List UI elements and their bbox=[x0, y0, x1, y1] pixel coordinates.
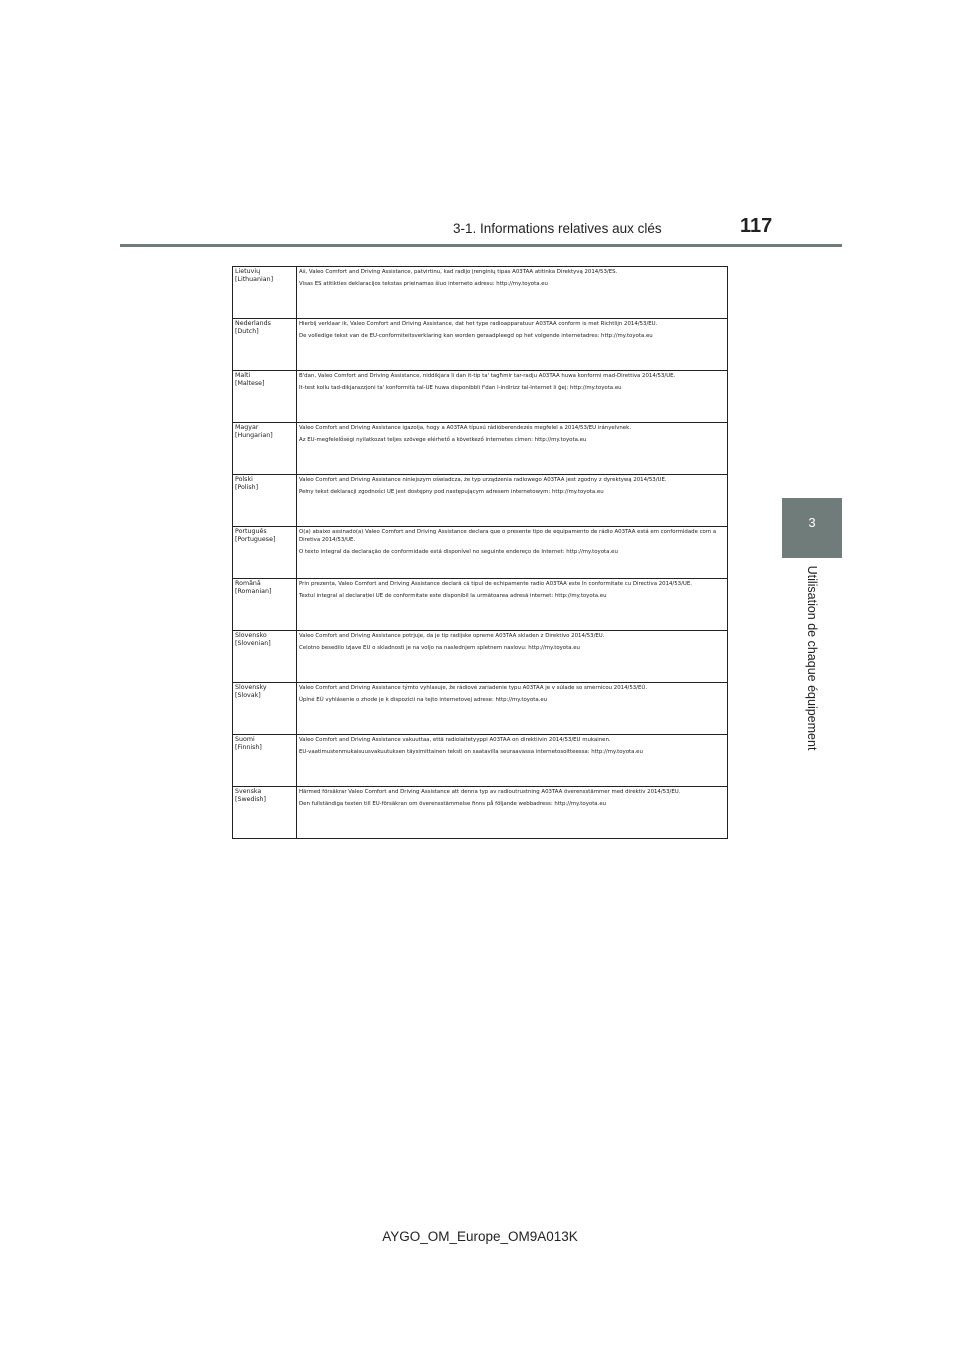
language-name: Svenska bbox=[235, 788, 262, 795]
language-cell bbox=[233, 735, 297, 787]
declaration-statement: O(a) abaixo assinado(a) Valeo Comfort and Driving Assistance declara que o presente tipo de equipamento de rádio A03TAA está em conformidade com a Diretiva 2014/53/UE. bbox=[299, 529, 717, 543]
language-english-name: [Hungarian] bbox=[235, 432, 273, 439]
declaration-url-text: De volledige tekst van de EU-conformiteitsverklaring kan worden geraadpleegd op het volgende internetadres: http://my.toyota.eu bbox=[299, 333, 653, 339]
language-name: Slovensko bbox=[235, 632, 267, 639]
language-name: Lietuvių bbox=[235, 268, 261, 275]
chapter-title: Utilisation de chaque équipement bbox=[805, 565, 819, 751]
declaration-row bbox=[233, 735, 728, 787]
declaration-url-text: Visas ES atitikties deklaracijos tekstas prieinamas šiuo interneto adresu: http://my.toyota.eu bbox=[299, 281, 548, 287]
declaration-cell bbox=[297, 527, 728, 579]
declaration-cell bbox=[297, 631, 728, 683]
declaration-statement: Valeo Comfort and Driving Assistance potrjuje, da je tip radijske opreme A03TAA skladen z Direktivo 2014/53/EU. bbox=[299, 633, 605, 639]
declaration-cell bbox=[297, 787, 728, 839]
language-cell bbox=[233, 787, 297, 839]
declaration-url-text: Celotno besedilo izjave EU o skladnosti je na voljo na naslednjem spletnem naslovu: http://my.toyota.eu bbox=[299, 645, 580, 651]
language-cell bbox=[233, 423, 297, 475]
declaration-url-text: Pełny tekst deklaracji zgodności UE jest dostępny pod następującym adresem internetowym: http://my.toyota.eu bbox=[299, 489, 604, 495]
language-cell bbox=[233, 683, 297, 735]
declaration-cell bbox=[297, 579, 728, 631]
language-english-name: [Finnish] bbox=[235, 744, 262, 751]
declaration-url-text: Úplné EÚ vyhlásenie o zhode je k dispozícii na tejto internetovej adrese: http://my.toyota.eu bbox=[299, 697, 548, 703]
declaration-statement: Valeo Comfort and Driving Assistance vakuuttaa, että radiolaitetyyppi A03TAA on direktiivin 2014/53/EU mukainen. bbox=[299, 737, 611, 743]
declaration-statement: Valeo Comfort and Driving Assistance týmto vyhlasuje, že rádiové zariadenie typu A03TAA je v súlade so smernicou 2014/53/EÚ. bbox=[299, 685, 648, 691]
language-cell bbox=[233, 319, 297, 371]
declaration-cell bbox=[297, 267, 728, 319]
language-name: Polski bbox=[235, 476, 253, 483]
language-english-name: [Portuguese] bbox=[235, 536, 276, 543]
declaration-row bbox=[233, 423, 728, 475]
declaration-row bbox=[233, 631, 728, 683]
language-english-name: [Polish] bbox=[235, 484, 259, 491]
declarations-table bbox=[232, 266, 728, 839]
declaration-row bbox=[233, 371, 728, 423]
declaration-cell bbox=[297, 423, 728, 475]
language-english-name: [Maltese] bbox=[235, 380, 265, 387]
declaration-cell bbox=[297, 371, 728, 423]
declaration-url-text: Az EU-megfelelőségi nyilatkozat teljes szövege elérhető a következő internetes címen: http://my.toyota.eu bbox=[299, 437, 587, 443]
language-name: Malti bbox=[235, 372, 251, 379]
declaration-cell bbox=[297, 683, 728, 735]
language-cell bbox=[233, 371, 297, 423]
declaration-row bbox=[233, 579, 728, 631]
language-english-name: [Swedish] bbox=[235, 796, 266, 803]
declaration-statement: Valeo Comfort and Driving Assistance niniejszym oświadcza, że typ urządzenia radiowego A03TAA jest zgodny z dyrektywą 2014/53/UE. bbox=[299, 477, 667, 483]
declaration-url-text: Den fullständiga texten till EU-försäkran om överensstämmelse finns på följande webbadress: http://my.toyota.eu bbox=[299, 801, 607, 807]
declaration-statement: Valeo Comfort and Driving Assistance igazolja, hogy a A03TAA típusú rádióberendezés megfelel a 2014/53/EU irányelvnek. bbox=[299, 425, 631, 431]
page-number: 117 bbox=[740, 215, 773, 237]
declarations-body bbox=[233, 267, 728, 839]
language-english-name: [Slovenian] bbox=[235, 640, 271, 647]
language-cell bbox=[233, 267, 297, 319]
language-cell bbox=[233, 475, 297, 527]
declaration-url-text: EU-vaatimustenmukaisuusvakuutuksen täysimittainen teksti on saatavilla seuraavassa internetosoitteessa: http://my.toyota.eu bbox=[299, 749, 643, 755]
section-title: 3-1. Informations relatives aux clés bbox=[453, 221, 662, 236]
declaration-row bbox=[233, 267, 728, 319]
declaration-url-text: It-test kollu tad-dikjarazzjoni ta' konformità tal-UE huwa disponibbli f'dan l-indirizz tal-Internet li ġej: http://my.toyota.eu bbox=[299, 385, 622, 391]
language-english-name: [Lithuanian] bbox=[235, 276, 274, 283]
language-english-name: [Dutch] bbox=[235, 328, 259, 335]
declaration-cell bbox=[297, 735, 728, 787]
language-cell bbox=[233, 527, 297, 579]
declaration-url-text: O texto integral da declaração de conformidade está disponível no seguinte endereço de Internet: http://my.toyota.eu bbox=[299, 549, 618, 555]
declaration-cell bbox=[297, 475, 728, 527]
declaration-statement: Aš, Valeo Comfort and Driving Assistance, patvirtinu, kad radijo įrenginių tipas A03TAA atitinka Direktyvą 2014/53/ES. bbox=[299, 269, 618, 275]
declaration-row bbox=[233, 787, 728, 839]
language-name: Slovensky bbox=[235, 684, 267, 691]
declaration-row bbox=[233, 683, 728, 735]
declaration-statement: Härmed försäkrar Valeo Comfort and Driving Assistance att denna typ av radioutrustning A03TAA överensstämmer med direktiv 2014/53/EU. bbox=[299, 789, 681, 795]
declaration-cell bbox=[297, 319, 728, 371]
language-name: Suomi bbox=[235, 736, 255, 743]
declaration-row bbox=[233, 527, 728, 579]
language-name: Português bbox=[235, 528, 267, 535]
declaration-url-text: Textul integral al declarației UE de conformitate este disponibil la următoarea adresă internet: http://my.toyota.eu bbox=[299, 593, 607, 599]
declaration-row bbox=[233, 319, 728, 371]
header-divider bbox=[120, 244, 842, 247]
language-english-name: [Slovak] bbox=[235, 692, 261, 699]
language-english-name: [Romanian] bbox=[235, 588, 272, 595]
declaration-statement: Prin prezenta, Valeo Comfort and Driving Assistance declară că tipul de echipamente radio A03TAA este în conformitate cu Directiva 2014/53/UE. bbox=[299, 581, 692, 587]
language-cell bbox=[233, 631, 297, 683]
declaration-statement: B'dan, Valeo Comfort and Driving Assistance, niddikjara li dan it-tip ta' tagħmir tar-radju A03TAA huwa konformi mad-Direttiva 2014/53/UE. bbox=[299, 373, 676, 379]
language-cell bbox=[233, 579, 297, 631]
chapter-tab: 3 bbox=[782, 498, 842, 558]
declaration-statement: Hierbij verklaar ik, Valeo Comfort and Driving Assistance, dat het type radioapparatuur A03TAA conform is met Richtlijn 2014/53/EU. bbox=[299, 321, 658, 327]
language-name: Magyar bbox=[235, 424, 259, 431]
declaration-row bbox=[233, 475, 728, 527]
language-name: Nederlands bbox=[235, 320, 271, 327]
document-code: AYGO_OM_Europe_OM9A013K bbox=[382, 1229, 578, 1244]
language-name: Română bbox=[235, 580, 261, 587]
